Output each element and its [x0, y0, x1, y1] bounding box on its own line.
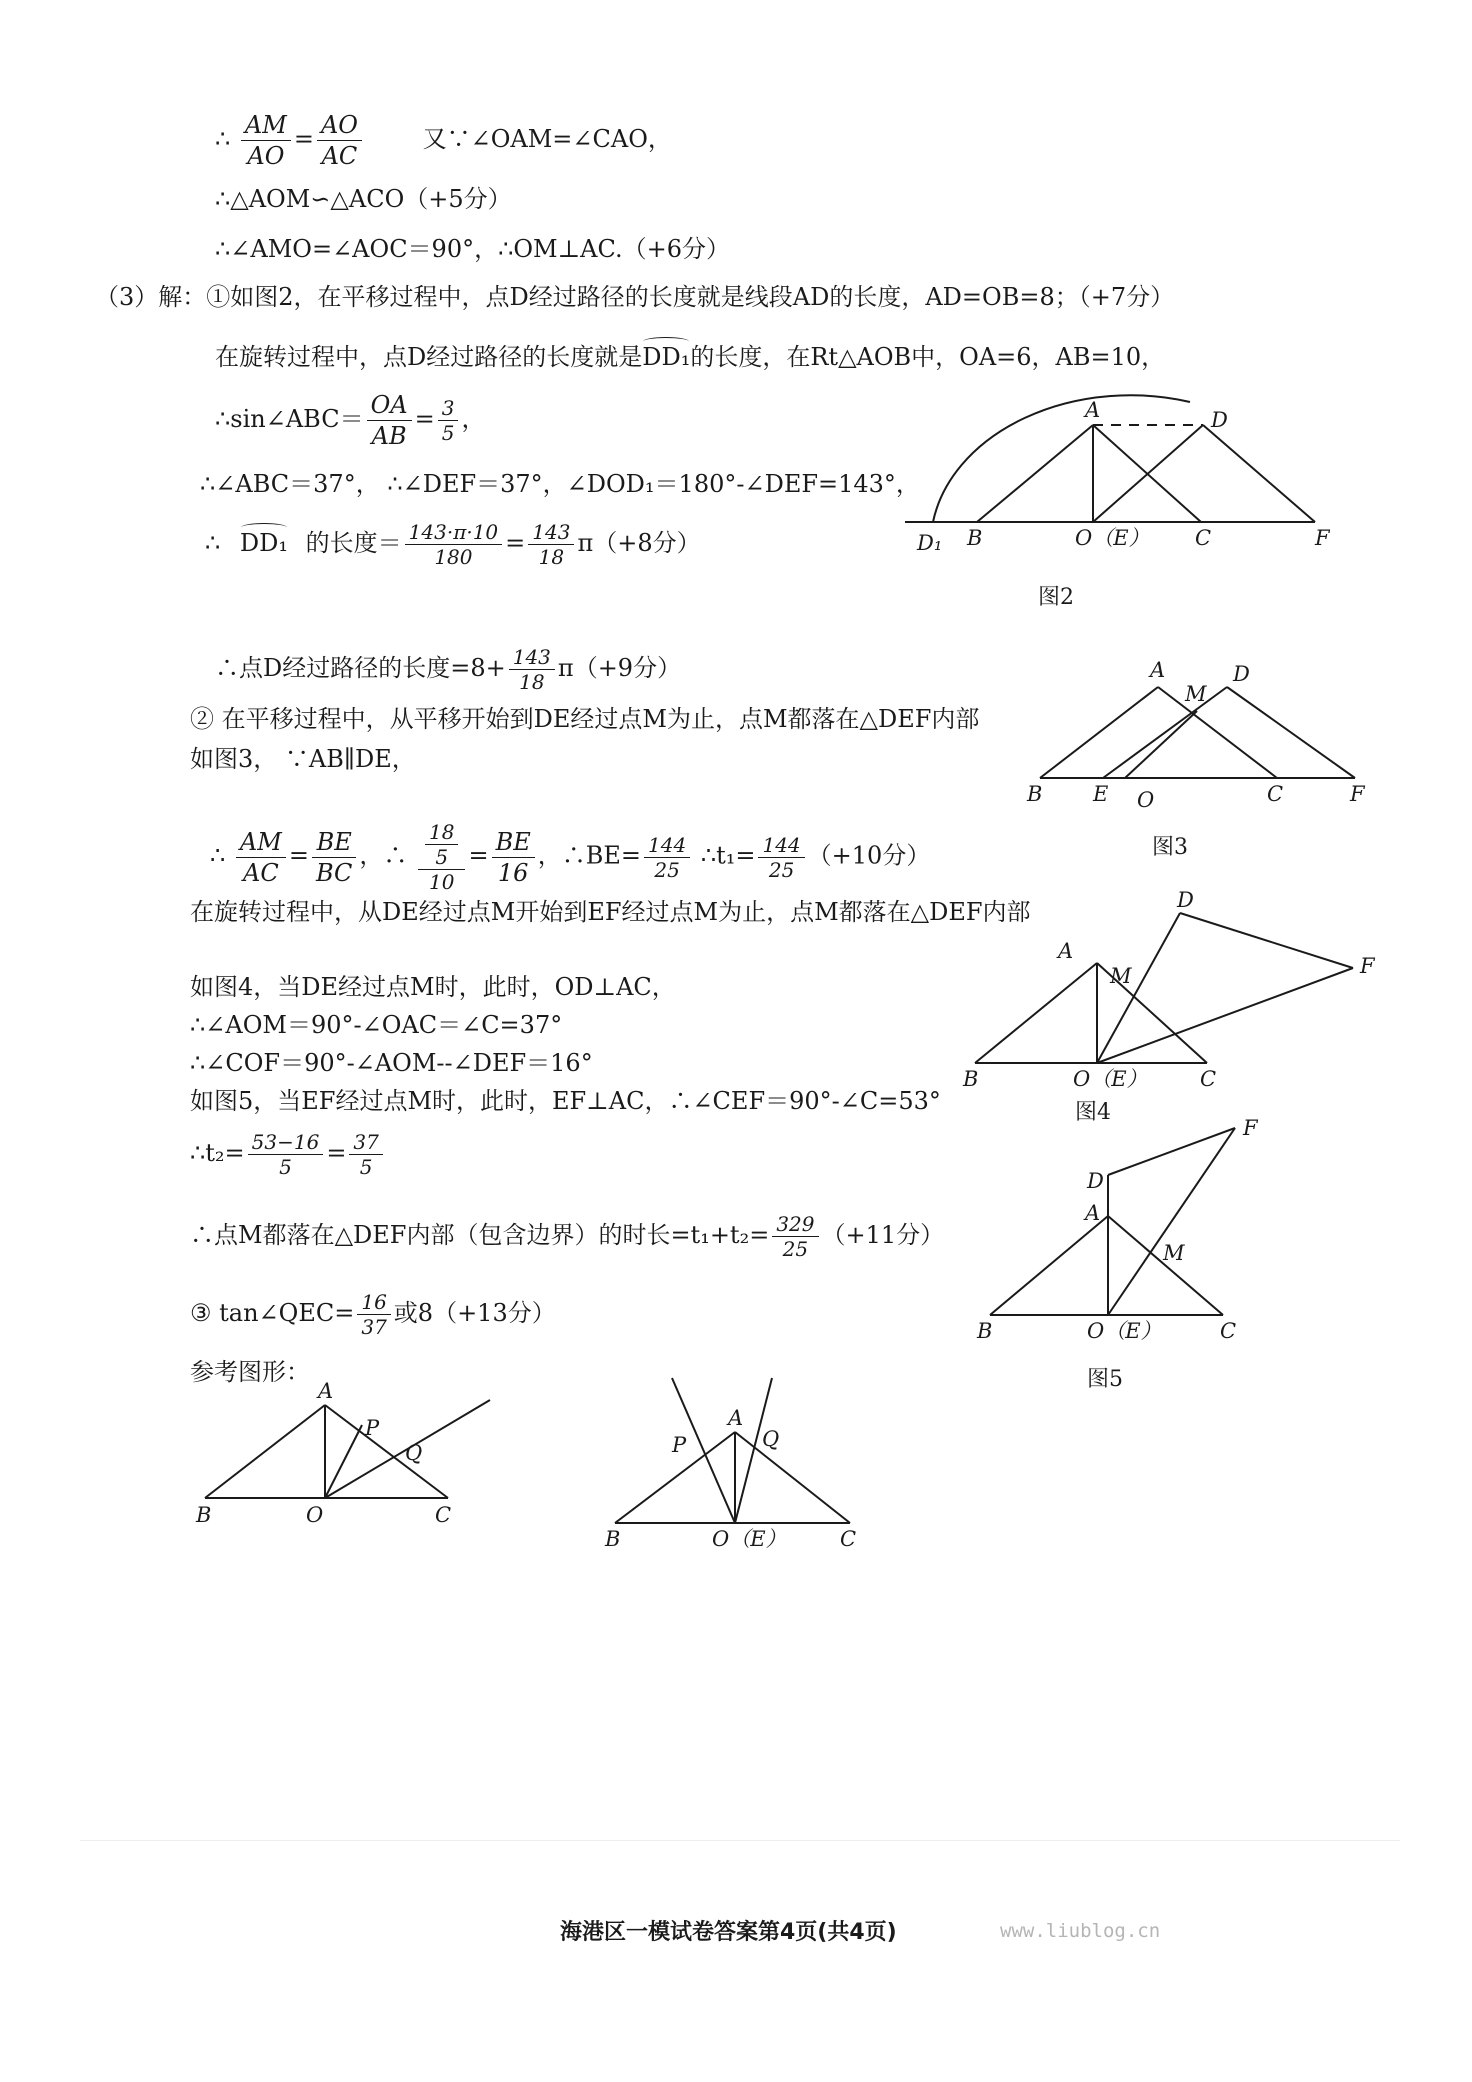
- label-p: P: [365, 1416, 380, 1440]
- fraction-oa-ab: $\frac{OA}{AB}$: [367, 390, 412, 451]
- figure-2: [895, 395, 1355, 575]
- reference-figure-1: [190, 1380, 510, 1530]
- reference-label: 参考图形：: [190, 1358, 310, 1386]
- label-f: F: [1315, 526, 1330, 550]
- label-a: A: [1058, 939, 1074, 963]
- label-c: C: [840, 1527, 857, 1551]
- fraction-3-5: $\frac{3}{5}$: [438, 396, 459, 445]
- tan-line: ③ tan∠QEC= $\frac{16}{37}$ 或8（+13分）: [190, 1290, 556, 1339]
- label-b: B: [963, 1067, 979, 1091]
- fraction-16-37: $\frac{16}{37}$: [357, 1290, 390, 1339]
- figure-3: [1015, 655, 1375, 815]
- aom-line: ∴∠AOM＝90°-∠OAC＝∠C=37°: [190, 1011, 563, 1039]
- total-length-line: ∴点D经过路径的长度=8+ $\frac{143}{18}$ π（+9分）: [215, 645, 682, 694]
- fig4-line: 如图4，当DE经过点M时，此时，OD⊥AC，: [190, 973, 676, 1001]
- label-d: D: [1087, 1169, 1104, 1193]
- label-d1: D₁: [917, 531, 943, 555]
- label-f: F: [1360, 954, 1375, 978]
- fraction-compound: $\frac{\frac{18}{5}}{10}$: [418, 820, 465, 894]
- arc-length-line: ∴ DD₁ 的长度＝ $\frac{143\cdot\pi\cdot 10}{180}$ = $\frac{143}{18}$ π（+8分）: [205, 520, 701, 569]
- fig5-line: 如图5，当EF经过点M时，此时，EF⊥AC，∴∠CEF＝90°-∠C=53°: [190, 1087, 941, 1115]
- fraction-143-18-b: $\frac{143}{18}$: [509, 645, 555, 694]
- label-a: A: [1150, 658, 1166, 682]
- sin-line: ∴sin∠ABC＝ $\frac{OA}{AB}$ = $\frac{3}{5}$ ，: [215, 391, 486, 450]
- faint-divider: [80, 1840, 1400, 1841]
- label-d: D: [1233, 662, 1250, 686]
- label-c: C: [1267, 782, 1284, 806]
- label-q: Q: [762, 1427, 780, 1451]
- fraction-37-5: $\frac{37}{5}$: [349, 1130, 382, 1179]
- fraction-53-16: $\frac{53-16}{5}$: [248, 1130, 324, 1179]
- label-f: F: [1350, 782, 1365, 806]
- figure-4: [955, 888, 1395, 1093]
- label-c: C: [1195, 526, 1212, 550]
- rotation-line: 在旋转过程中，点D经过路径的长度就是DD₁的长度，在Rt△AOB中，OA=6，AB=10，: [215, 340, 1165, 374]
- label-m: M: [1163, 1241, 1185, 1265]
- label-p: P: [672, 1433, 687, 1457]
- label-b: B: [196, 1503, 212, 1527]
- reference-figure-2: [600, 1370, 880, 1550]
- label-e: E: [1093, 782, 1109, 806]
- label-m: M: [1110, 964, 1132, 988]
- fraction-arc-length: $\frac{143\cdot\pi\cdot 10}{180}$: [405, 520, 502, 569]
- fraction-144-25: $\frac{144}{25}$: [644, 833, 690, 882]
- fraction-am-ac: $\frac{AM}{AC}$: [236, 827, 286, 888]
- label-m: M: [1185, 682, 1207, 706]
- label-a: A: [728, 1406, 744, 1430]
- label-q: Q: [405, 1441, 423, 1465]
- label-b: B: [977, 1319, 993, 1343]
- fraction-144-25-b: $\frac{144}{25}$: [758, 833, 804, 882]
- label-oe: O（E）: [1087, 1319, 1162, 1343]
- perp-line: ∴∠AMO=∠AOC＝90°，∴OM⊥AC.（+6分）: [215, 235, 731, 263]
- label-d: D: [1211, 408, 1228, 432]
- caption-fig2: 图2: [1038, 585, 1074, 610]
- label-a: A: [318, 1379, 334, 1403]
- arc-dd1: DD₁: [642, 340, 690, 374]
- figure-5: [975, 1110, 1285, 1343]
- proof-ratio-line: ∴ $\frac{AM}{AO}$ = $\frac{AO}{AC}$ 又∵∠OAM=∠CAO，: [215, 111, 672, 170]
- label-b: B: [1027, 782, 1043, 806]
- label-oe: O（E）: [1073, 1067, 1148, 1091]
- caption-fig4: 图4: [1075, 1100, 1111, 1125]
- cof-line: ∴∠COF＝90°-∠AOM--∠DEF＝16°: [190, 1049, 593, 1077]
- label-a: A: [1085, 398, 1101, 422]
- fig3-line: 如图3， ∵AB∥DE，: [190, 745, 416, 773]
- label-oe: O（E）: [712, 1527, 787, 1551]
- fraction-be-16: $\frac{BE}{16}$: [492, 827, 535, 888]
- fraction-am-ao: $\frac{AM}{AO}$: [241, 110, 291, 171]
- translation-intro: ② 在平移过程中，从平移开始到DE经过点M为止，点M都落在△DEF内部: [190, 705, 980, 733]
- fraction-329-25: $\frac{329}{25}$: [772, 1212, 818, 1261]
- part3-header: （3）解：①如图2，在平移过程中，点D经过路径的长度就是线段AD的长度，AD=OB=8；（+7分）: [95, 283, 1175, 311]
- fraction-ao-ac: $\frac{AO}{AC}$: [317, 110, 362, 171]
- fraction-143-18: $\frac{143}{18}$: [528, 520, 574, 569]
- similar-line: ∴△AOM∽△ACO（+5分）: [215, 185, 512, 213]
- label-oe: O（E）: [1075, 526, 1150, 550]
- label-c: C: [1200, 1067, 1217, 1091]
- be-line: ∴ $\frac{AM}{AC}$ = $\frac{BE}{BC}$ ，∴ $\frac{\frac{18}{5}}{10}$ = $\frac{BE}{16}$ ，∴BE= $\frac{144}{25}$ ∴t₁= $\frac{144}{25}$ （+10分）: [210, 820, 931, 894]
- duration-line: ∴点M都落在△DEF内部（包含边界）的时长=t₁+t₂= $\frac{329}{25}$ （+11分）: [190, 1212, 945, 1261]
- label-c: C: [435, 1503, 452, 1527]
- t2-line: ∴t₂= $\frac{53-16}{5}$ = $\frac{37}{5}$: [190, 1130, 386, 1179]
- label-b: B: [605, 1527, 621, 1551]
- angle-line: ∴∠ABC＝37°， ∴∠DEF＝37°，∠DOD₁＝180°-∠DEF=143°，: [200, 470, 920, 498]
- label-a: A: [1085, 1201, 1101, 1225]
- page-footer: 海港区一模试卷答案第4页(共4页): [560, 1920, 897, 1945]
- label-o: O: [306, 1503, 324, 1527]
- label-c: C: [1220, 1319, 1237, 1343]
- label-d: D: [1177, 888, 1194, 912]
- label-b: B: [967, 526, 983, 550]
- label-f: F: [1243, 1116, 1258, 1140]
- caption-fig5: 图5: [1087, 1367, 1123, 1392]
- rotation-range-line: 在旋转过程中，从DE经过点M开始到EF经过点M为止，点M都落在△DEF内部: [190, 898, 1031, 926]
- watermark: www.liublog.cn: [1000, 1920, 1161, 1942]
- label-o: O: [1137, 788, 1155, 812]
- fraction-be-bc: $\frac{BE}{BC}$: [312, 827, 356, 888]
- caption-fig3: 图3: [1152, 835, 1188, 860]
- arc-dd1-2: DD₁: [240, 526, 288, 560]
- semicircle-arc: [933, 395, 1190, 522]
